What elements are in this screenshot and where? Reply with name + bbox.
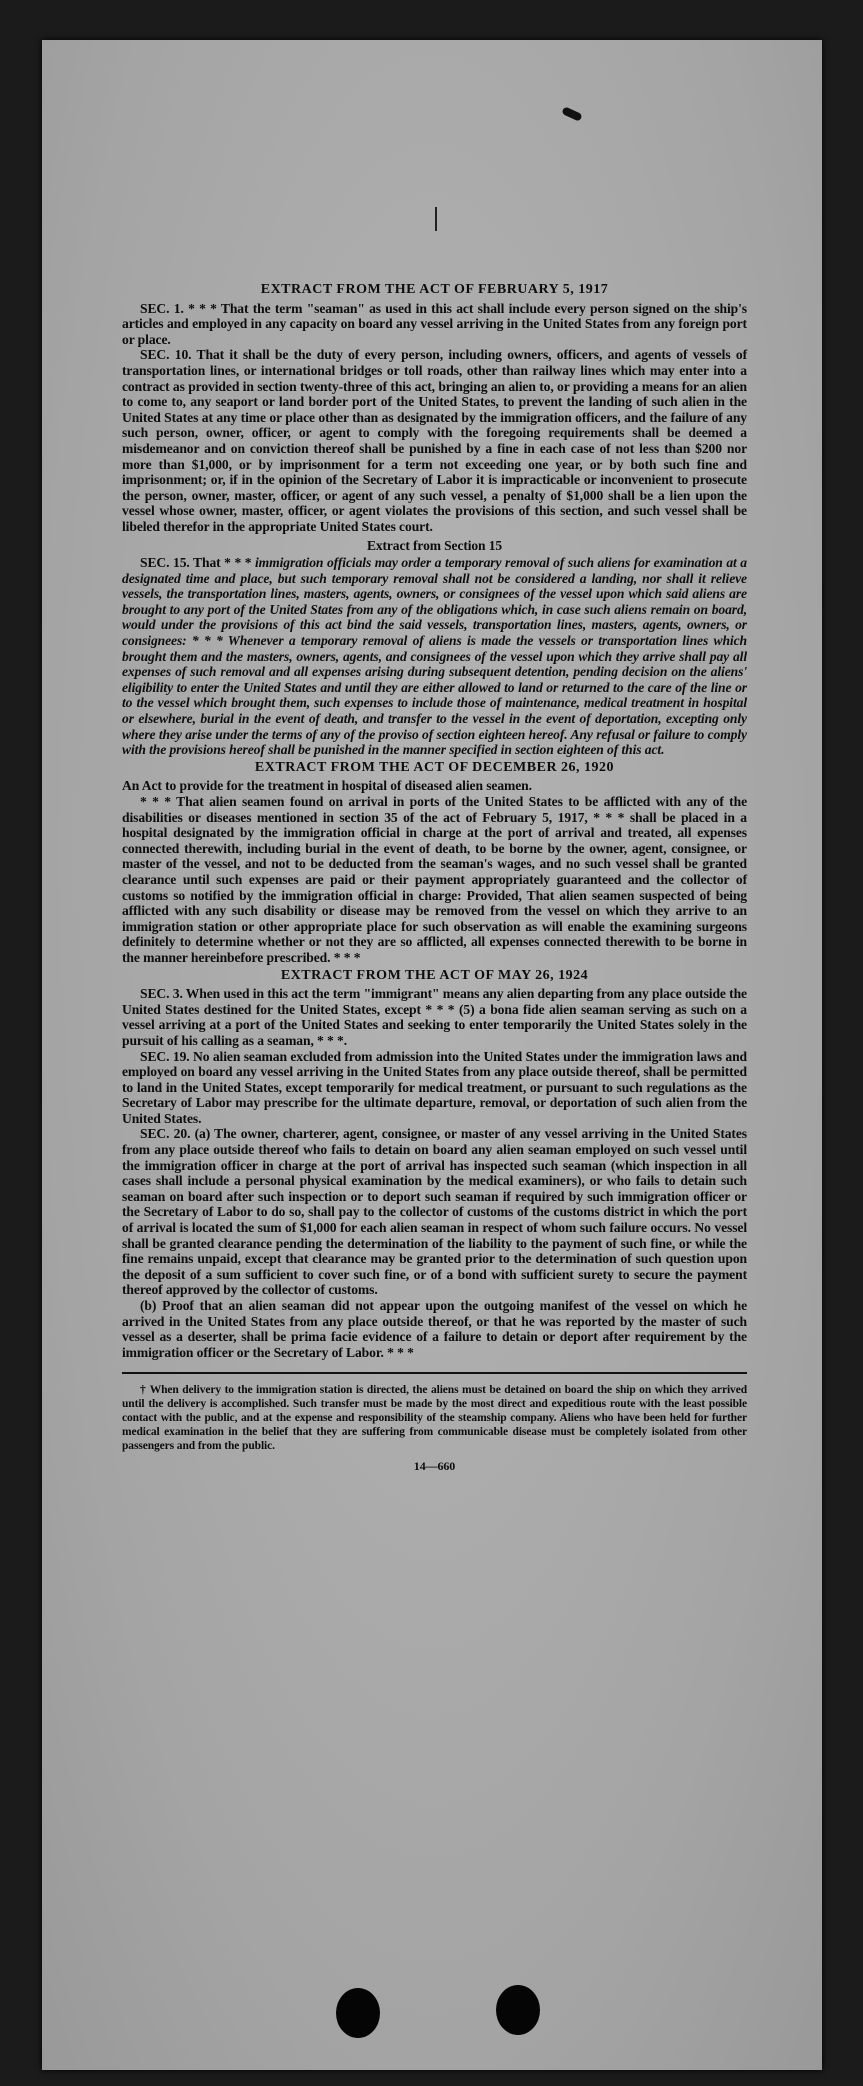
document-body xyxy=(122,280,747,1475)
document-page xyxy=(42,40,822,2070)
punch-hole-right xyxy=(496,1985,540,2035)
section-3-paragraph: SEC. 3. When used in this act the term "immigrant" means any alien departing from any place outside the United States destined for the United States, except * * * (5) a bona fide alien seaman serving as such on a vessel arriving at a port of the United States and seeking to enter temporarily the United States solely in the pursuit of his calling as a seaman, * * *. xyxy=(122,986,747,1048)
section-15-subheading: Extract from Section 15 xyxy=(366,537,503,553)
act-1924-heading: EXTRACT FROM THE ACT OF MAY 26, 1924 xyxy=(280,967,589,983)
pencil-tick-mark xyxy=(435,207,437,231)
section-15-paragraph xyxy=(122,555,747,758)
section-1-paragraph: SEC. 1. * * * That the term "seaman" as used in this act shall include every person signed on the ship's articles and employed in any capacity on board any vessel arriving in the United States from any foreign port or place. xyxy=(122,300,747,347)
section-10-paragraph: SEC. 10. That it shall be the duty of every person, including owners, officers, and agents of vessels of transportation lines, or international bridges or toll roads, other than railway lines which may enter into a contract as provided in section twenty-three of this act, bringing an alien to, or providing a means for an alien to come to, any seaport or land border port of the United States, to prevent the landing of such alien in the United States at any time or place other than as designated by the immigration officers, and the failure of any such person, owner, officer, or agent to comply with the foregoing requirements shall be deemed a misdemeanor and on conviction thereof shall be punished by a fine in each case of not less than $200 nor more than $1,000, or by imprisonment for a term not exceeding one year, or by both such fine and imprisonment; or, if in the opinion of the Secretary of Labor it is impracticable or inconvenient to prosecute the person, owner, master, officer, or agent of any such vessel, a penalty of $1,000 shall be a lien upon the vessel whose owner, master, officer, or agent violates the provisions of this section, and such vessel shall be libeled therefor in the appropriate United States court. xyxy=(122,347,747,534)
section-19-paragraph: SEC. 19. No alien seaman excluded from admission into the United States under the immigration laws and employed on board any vessel arriving in the United States from any place outside thereof, shall be permitted to land in the United States, except temporarily for medical treatment, or pursuant to such regulations as the Secretary of Labor may prescribe for the ultimate departure, removal, or deportation of such alien from the United States. xyxy=(122,1048,747,1126)
act-1920-heading: EXTRACT FROM THE ACT OF DECEMBER 26, 1920 xyxy=(254,759,615,775)
footnote-paragraph: † When delivery to the immigration station is directed, the aliens must be detained on board the ship on which they arrived until the delivery is accomplished. Such transfer must be made by the most direct and expeditious route with the least possible contact with the public, and at the expense and responsibility of the steamship company. Aliens who have been held for further medical examination in the belief that they are suffering from communicable disease must be completely isolated from other passengers and from the public. xyxy=(122,1384,747,1452)
section-15-italic-text: immigration officials may order a temporary removal of such aliens for examination at a designated time and place, but such temporary removal shall not be considered a landing, nor shall it relieve vessels, the transportation lines, masters, agents, owners, or consignees of the vessel upon which said aliens are brought to any port of the United States from any of the obligations which, in case such aliens remain on board, would under the provisions of this act bind the said vessels, transportation lines, masters, agents, owners, or consignees: * * * Whenever a temporary removal of aliens is made the vessels or transportation lines which brought them and the masters, owners, agents, and consignees of the vessel upon which they arrive shall pay all expenses of such removal and all expenses arising during subsequent detention, pending decision on the aliens' eligibility to enter the United States and until they are either allowed to land or returned to the care of the line or to the vessel which brought them, such expenses to include those of maintenance, medical treatment in hospital or elsewhere, burial in the event of death, and transfer to the vessel in the event of deportation, excepting only where they arise under the terms of any of the proviso of section eighteen hereof. Any refusal or failure to comply with the provisions hereof shall be punished in the manner specified in section eighteen of this act. xyxy=(122,555,747,758)
section-15-lead: SEC. 15. That * * * xyxy=(140,555,252,571)
ink-mark xyxy=(561,106,583,122)
act-1917-heading: EXTRACT FROM THE ACT OF FEBRUARY 5, 1917 xyxy=(260,282,609,297)
form-number: 14—660 xyxy=(413,1459,456,1474)
section-20b-paragraph: (b) Proof that an alien seaman did not appear upon the outgoing manifest of the vessel on which he arrived in the United States from any place outside thereof, or that he was reported by the master of such vessel as a deserter, shall be prima facie evidence of a failure to detain or deport after requirement by the immigration officer or the Secretary of Labor. * * * xyxy=(122,1298,747,1360)
footnote-divider xyxy=(122,1372,747,1374)
act-1920-title: An Act to provide for the treatment in hospital of diseased alien seamen. xyxy=(122,778,532,794)
section-20a-paragraph: SEC. 20. (a) The owner, charterer, agent, consignee, or master of any vessel arriving in the United States from any place outside thereof who fails to detain on board any alien seaman employed on such vessel until the immigration officer in charge at the port of arrival has inspected such seaman (which inspection in all cases shall include a personal physical examination by the medical examiners), or who fails to detain such seaman on board after such inspection or to deport such seaman if required by such immigration officer or the Secretary of Labor to do so, shall pay to the collector of customs of the customs district in which the port of arrival is located the sum of $1,000 for each alien seaman in respect of whom such failure occurs. No vessel shall be granted clearance pending the determination of the liability to the payment of such fine, or while the fine remains unpaid, except that clearance may be granted prior to the determination of such question upon the deposit of a sum sufficient to cover such fine, or of a bond with sufficient surety to secure the payment thereof approved by the collector of customs. xyxy=(122,1126,747,1298)
punch-hole-left xyxy=(336,1988,380,2038)
act-1920-paragraph: * * * That alien seamen found on arrival in ports of the United States to be afflicted with any of the disabilities or diseases mentioned in section 35 of the act of February 5, 1917, * * * shall be placed in a hospital designated by the immigration official in charge at the port of arrival and treated, all expenses connected therewith, including burial in the event of death, to be borne by the owner, agent, consignee, or master of the vessel, and not to be deducted from the seaman's wages, and no such vessel shall be granted clearance until such expenses are paid or their payment appropriately guaranteed and the collector of customs so notified by the immigration official in charge: Provided, That alien seamen suspected of being afflicted with any such disability or disease may be removed from the vessel on which they arrive to an immigration station or other appropriate place for such observation as will enable the examining surgeons definitely to determine whether or not they are so afflicted, all expenses connected therewith to be borne in the manner hereinbefore prescribed. * * * xyxy=(122,794,747,965)
